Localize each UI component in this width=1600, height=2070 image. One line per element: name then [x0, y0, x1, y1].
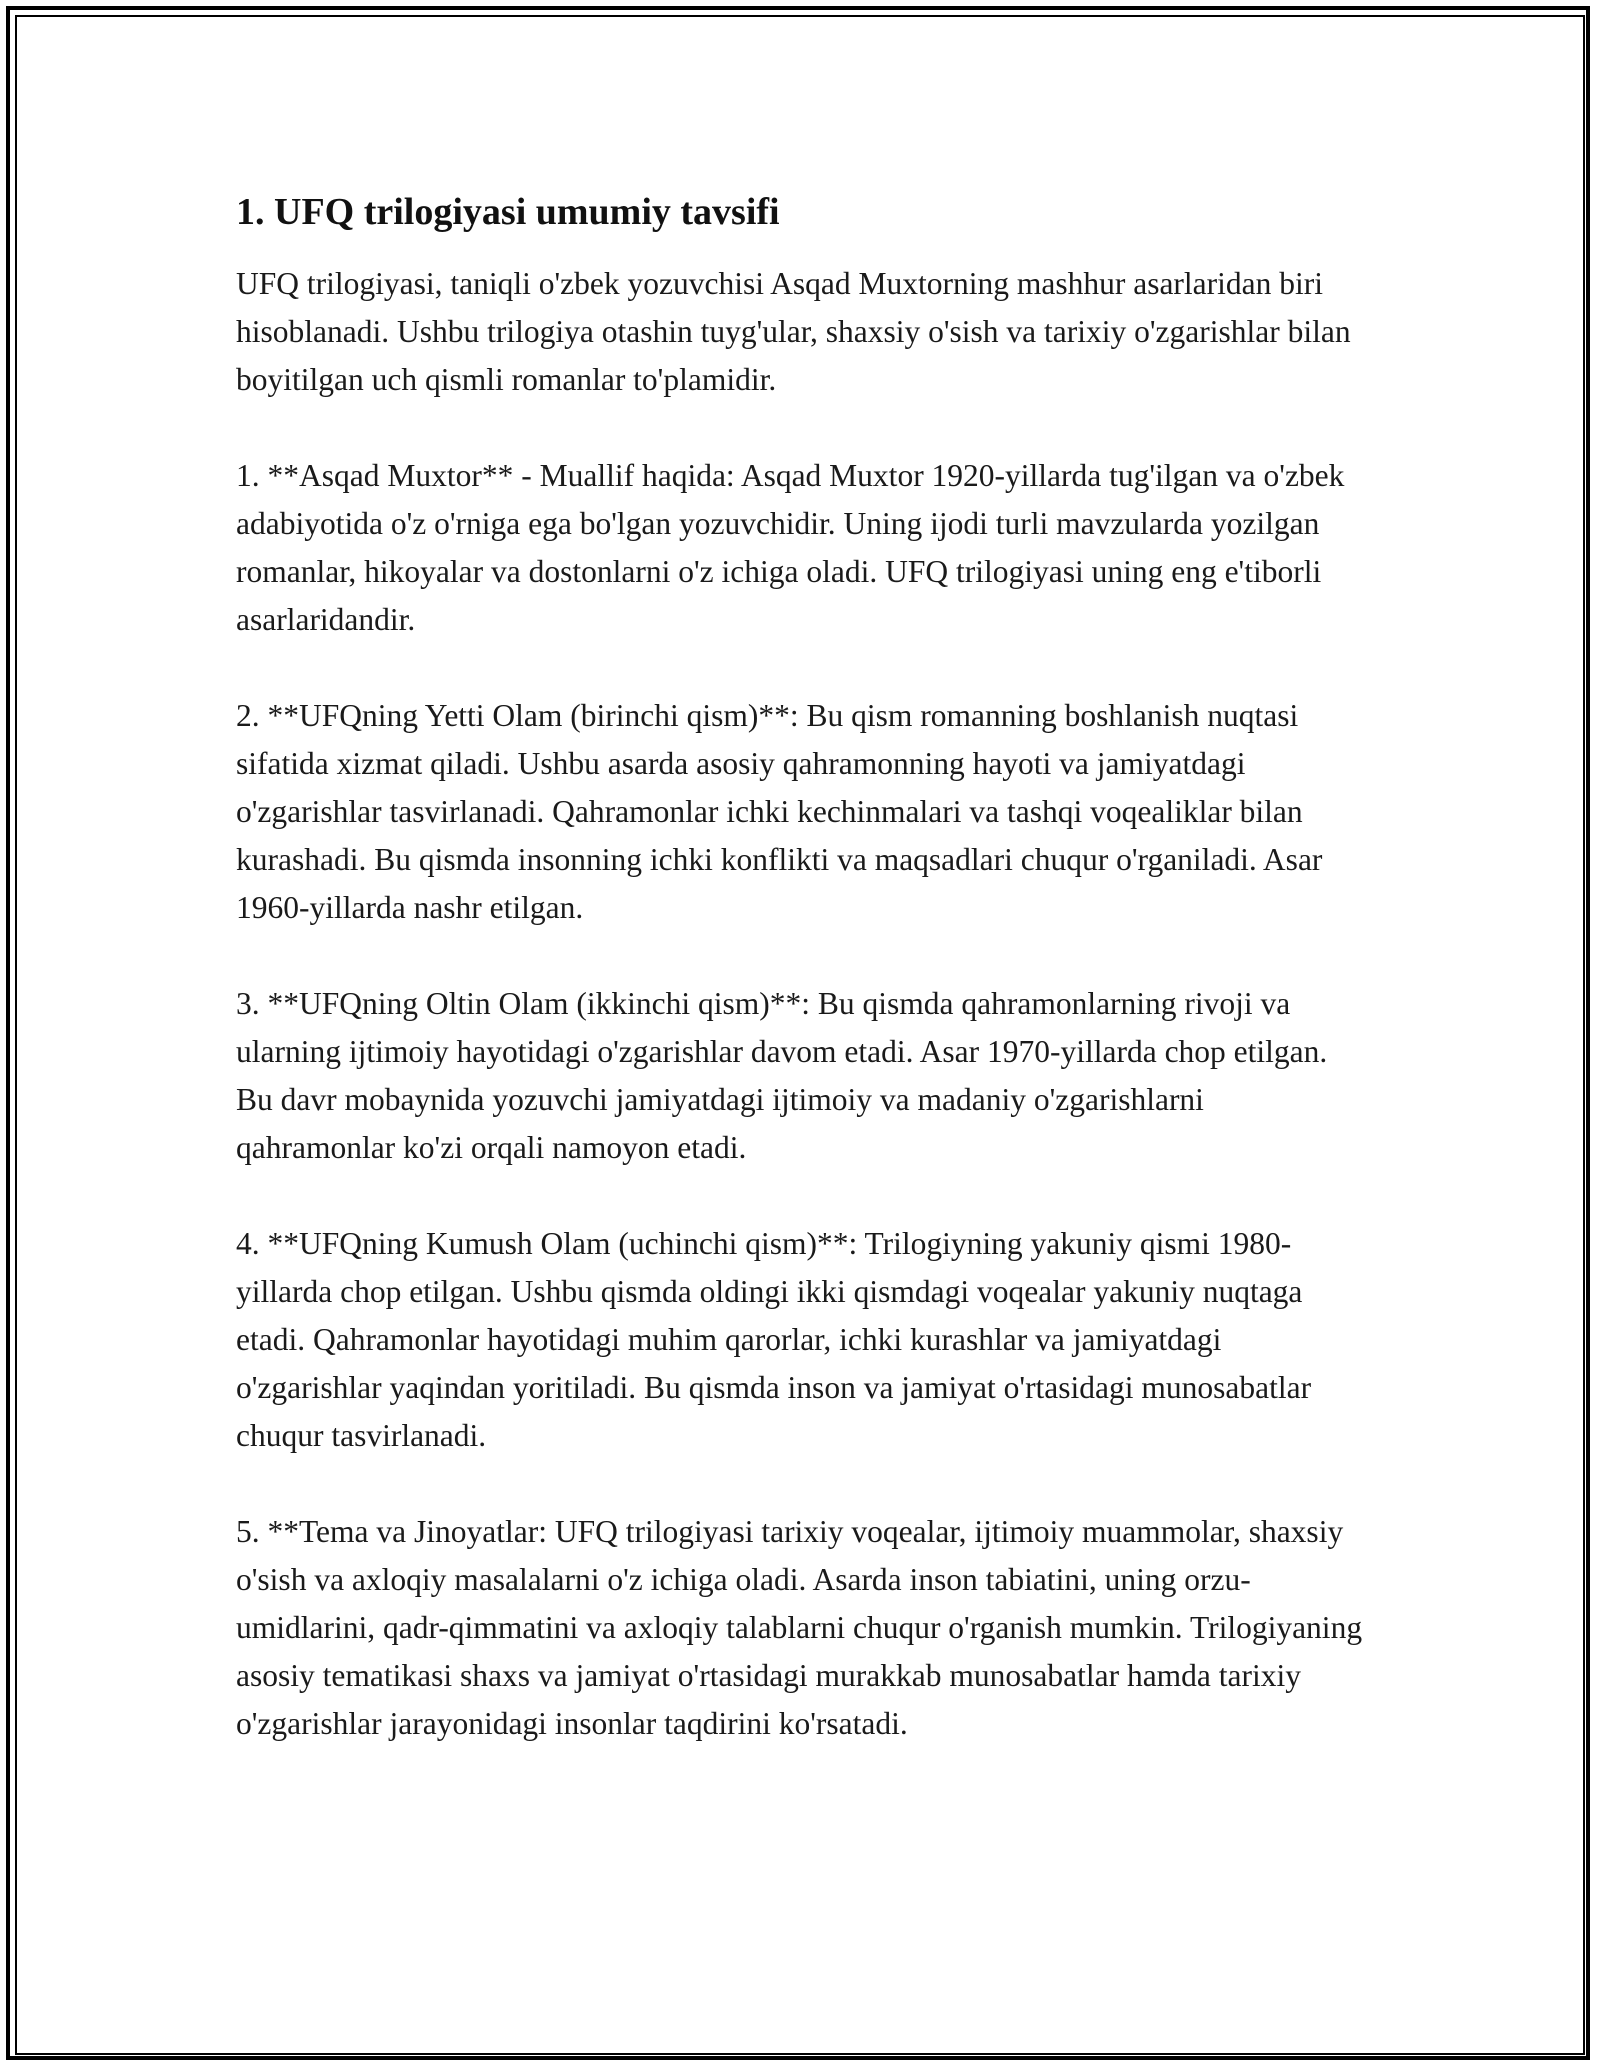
paragraph-item-5: 5. **Tema va Jinoyatlar: UFQ trilogiyasi tarixiy voqealar, ijtimoiy muammolar, shaxsiy o'sish va axloqiy masalalarni o'z ichiga oladi. Asarda inson tabiatini, uning orzu-umidlarini, qadr-qimmatini va axloqiy talablarni chuqur o'rganish mumkin. Trilogiyaning asosiy tematikasi shaxs va jamiyat o'rtasidagi murakkab munosabatlar hamda tarixiy o'zgarishlar jarayonidagi insonlar taqdirini ko'rsatadi. [236, 1514, 1363, 1741]
paragraph-item-1: 1. **Asqad Muxtor** - Muallif haqida: Asqad Muxtor 1920-yillarda tug'ilgan va o'zbek adabiyotida o'z o'rniga ega bo'lgan yozuvchidir. Uning ijodi turli mavzularda yozilgan romanlar, hikoyalar va dostonlarni o'z ichiga oladi. UFQ trilogiyasi uning eng e'tiborli asarlaridandir. [236, 458, 1345, 637]
document-body [236, 188, 1366, 1748]
document-title: 1. UFQ trilogiyasi umumiy tavsifi [236, 191, 780, 233]
paragraph-item-4: 4. **UFQning Kumush Olam (uchinchi qism)**: Trilogiyning yakuniy qismi 1980-yillarda chop etilgan. Ushbu qismda oldingi ikki qismdagi voqealar yakuniy nuqtaga etadi. Qahramonlar hayotidagi muhim qarorlar, ichki kurashlar va jamiyatdagi o'zgarishlar yaqindan yoritiladi. Bu qismda inson va jamiyat o'rtasidagi munosabatlar chuqur tasvirlanadi. [236, 1226, 1312, 1453]
paragraph-item-2: 2. **UFQning Yetti Olam (birinchi qism)**: Bu qism romanning boshlanish nuqtasi sifatida xizmat qiladi. Ushbu asarda asosiy qahramonning hayoti va jamiyatdagi o'zgarishlar tasvirlanadi. Qahramonlar ichki kechinmalari va tashqi voqealiklar bilan kurashadi. Bu qismda insonning ichki konflikti va maqsadlari chuqur o'rganiladi. Asar 1960-yillarda nashr etilgan. [236, 698, 1323, 925]
paragraph-intro: UFQ trilogiyasi, taniqli o'zbek yozuvchisi Asqad Muxtorning mashhur asarlaridan biri hisoblanadi. Ushbu trilogiya otashin tuyg'ular, shaxsiy o'sish va tarixiy o'zgarishlar bilan boyitilgan uch qismli romanlar to'plamidir. [236, 266, 1351, 397]
paragraph-item-3: 3. **UFQning Oltin Olam (ikkinchi qism)**: Bu qismda qahramonlarning rivoji va ularning ijtimoiy hayotidagi o'zgarishlar davom etadi. Asar 1970-yillarda chop etilgan. Bu davr mobaynida yozuvchi jamiyatdagi ijtimoiy va madaniy o'zgarishlarni qahramonlar ko'zi orqali namoyon etadi. [236, 986, 1328, 1165]
